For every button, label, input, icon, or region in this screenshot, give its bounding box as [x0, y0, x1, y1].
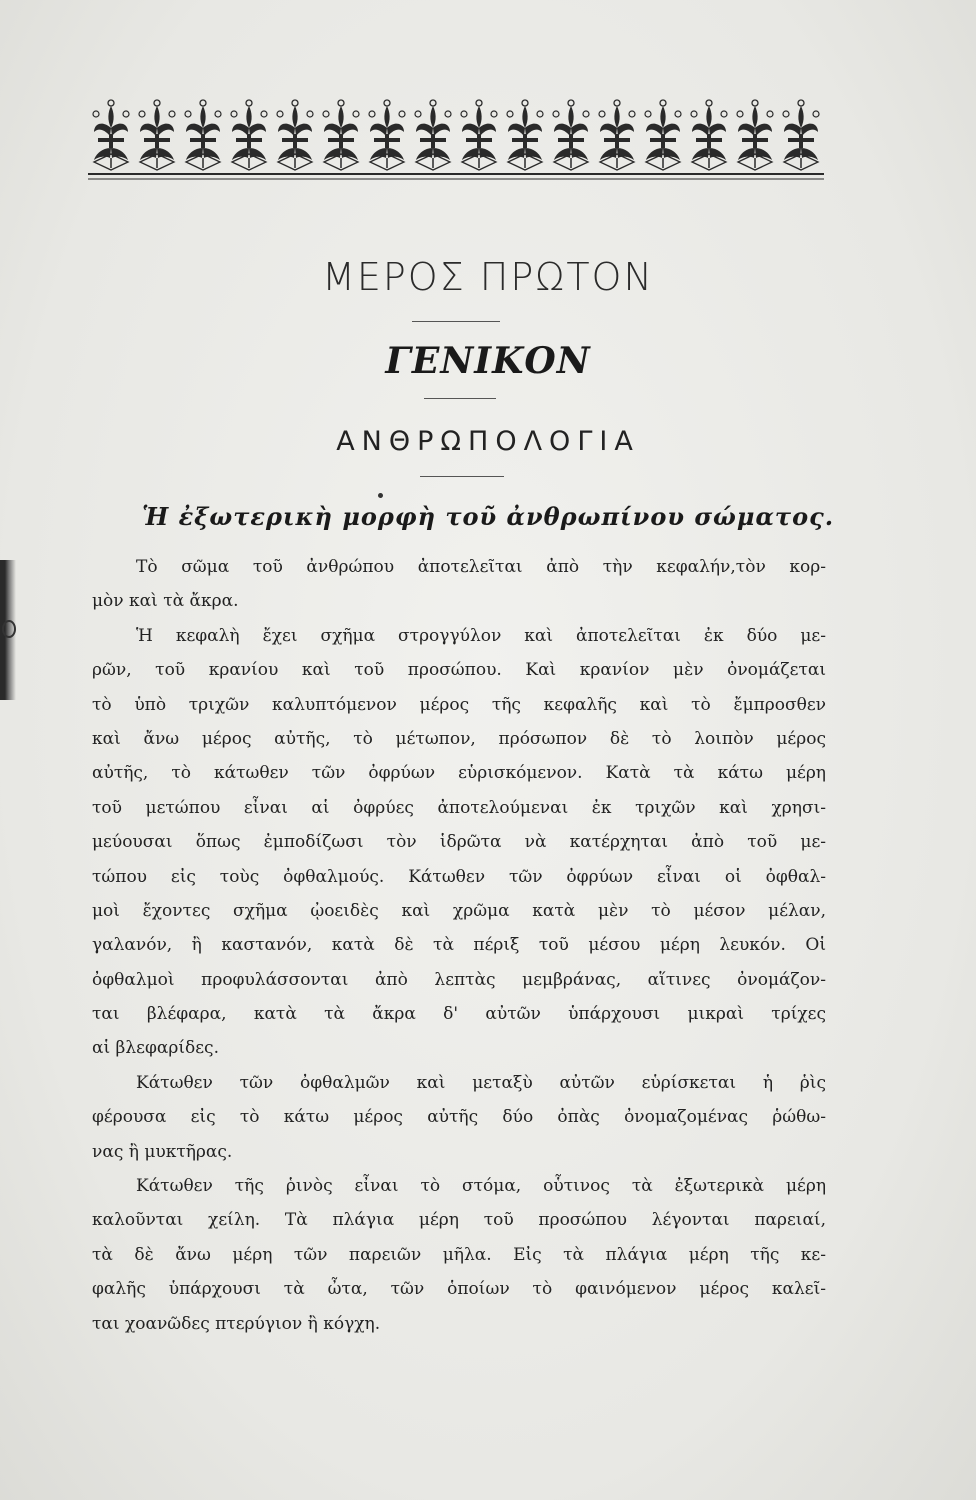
- part-title: ΜΕΡΟΣ ΠΡΩΤΟΝ: [322, 255, 654, 299]
- text-line: ὀφθαλμοὶ προφυλάσσονται ἀπὸ λεπτὰς μεμβράνας, αἵτινες ὀνομάζον-: [92, 969, 826, 990]
- text-line: τοῦ μετώπου εἶναι αἱ ὀφρύες ἀποτελούμεναι ἐκ τριχῶν καὶ χρησι-: [92, 797, 826, 818]
- text-line: καὶ ἄνω μέρος αὐτῆς, τὸ μέτωπον, πρόσωπον δὲ τὸ λοιπὸν μέρος: [92, 728, 826, 749]
- page-edge-ring: [2, 620, 16, 638]
- divider-rule-1: [412, 321, 500, 322]
- divider-rule-3: [420, 476, 504, 477]
- text-line: νας ἢ μυκτῆρας.: [92, 1141, 233, 1162]
- text-line: ται βλέφαρα, κατὰ τὰ ἄκρα δ' αὐτῶν ὑπάρχουσι μικραὶ τρίχες: [92, 1004, 826, 1025]
- text-line: φαλῆς ὑπάρχουσι τὰ ὦτα, τῶν ὁποίων τὸ φαινόμενον μέρος καλεῖ-: [92, 1279, 826, 1300]
- text-line: καλοῦνται χείλη. Τὰ πλάγια μέρη τοῦ προσώπου λέγονται παρειαί,: [92, 1210, 826, 1231]
- text-line: τώπου εἰς τοὺς ὀφθαλμούς. Κάτωθεν τῶν ὀφρύων εἶναι οἱ ὀφθαλ-: [92, 866, 826, 887]
- text-line: αὐτῆς, τὸ κάτωθεν τῶν ὀφρύων εὑρισκόμενον. Κατὰ τὰ κάτω μέρη: [92, 763, 826, 784]
- chapter-title: ΑΝΘΡΩΠΟΛΟΓΙΑ: [336, 426, 640, 457]
- text-line: ται χοανῶδες πτερύγιον ἢ κόγχη.: [92, 1313, 381, 1334]
- subtitle-heading: Ἡ ἐξωτερικὴ μορφὴ τοῦ ἀνθρωπίνου σώματος.: [141, 502, 835, 531]
- text-line: Κάτωθεν τῶν ὀφθαλμῶν καὶ μεταξὺ αὐτῶν εὑρίσκεται ἡ ῥὶς: [136, 1072, 826, 1093]
- text-line: τὰ δὲ ἄνω μέρη τῶν παρειῶν μῆλα. Εἰς τὰ πλάγια μέρη τῆς κε-: [92, 1244, 826, 1265]
- fleuron-ornament-band: [88, 96, 826, 182]
- text-line: τὸ ὑπὸ τριχῶν καλυπτόμενον μέρος τῆς κεφαλῆς καὶ τὸ ἔμπροσθεν: [92, 694, 826, 715]
- body-text: [92, 550, 826, 1341]
- text-line: μοὶ ἔχοντες σχῆμα ᾠοειδὲς καὶ χρῶμα κατὰ μὲν τὸ μέσον μέλαν,: [92, 900, 826, 921]
- text-line: Ἡ κεφαλὴ ἔχει σχῆμα στρογγύλον καὶ ἀποτελεῖται ἐκ δύο με-: [136, 625, 826, 646]
- ink-dot: [378, 493, 383, 498]
- section-title: ΓΕΝΙΚΟΝ: [385, 340, 591, 382]
- text-line: αἱ βλεφαρίδες.: [92, 1038, 219, 1059]
- text-line: Τὸ σῶμα τοῦ ἀνθρώπου ἀποτελεῖται ἀπὸ τὴν κεφαλήν,τὸν κορ-: [136, 557, 826, 577]
- text-line: μὸν καὶ τὰ ἄκρα.: [92, 591, 239, 612]
- text-line: Κάτωθεν τῆς ῥινὸς εἶναι τὸ στόμα, οὗτινος τὰ ἐξωτερικὰ μέρη: [136, 1176, 826, 1197]
- text-line: ρῶν, τοῦ κρανίου καὶ τοῦ προσώπου. Καὶ κρανίον μὲν ὀνομάζεται: [92, 660, 826, 681]
- text-line: μεύουσαι ὅπως ἐμποδίζωσι τὸν ἱδρῶτα νὰ κατέρχηται ἀπὸ τοῦ με-: [92, 832, 826, 853]
- divider-rule-2: [424, 398, 496, 399]
- text-line: φέρουσα εἰς τὸ κάτω μέρος αὐτῆς δύο ὀπὰς ὀνομαζομένας ῥώθω-: [92, 1107, 826, 1128]
- text-line: γαλανόν, ἢ καστανόν, κατὰ δὲ τὰ πέριξ τοῦ μέσου μέρη λευκόν. Οἱ: [92, 935, 826, 956]
